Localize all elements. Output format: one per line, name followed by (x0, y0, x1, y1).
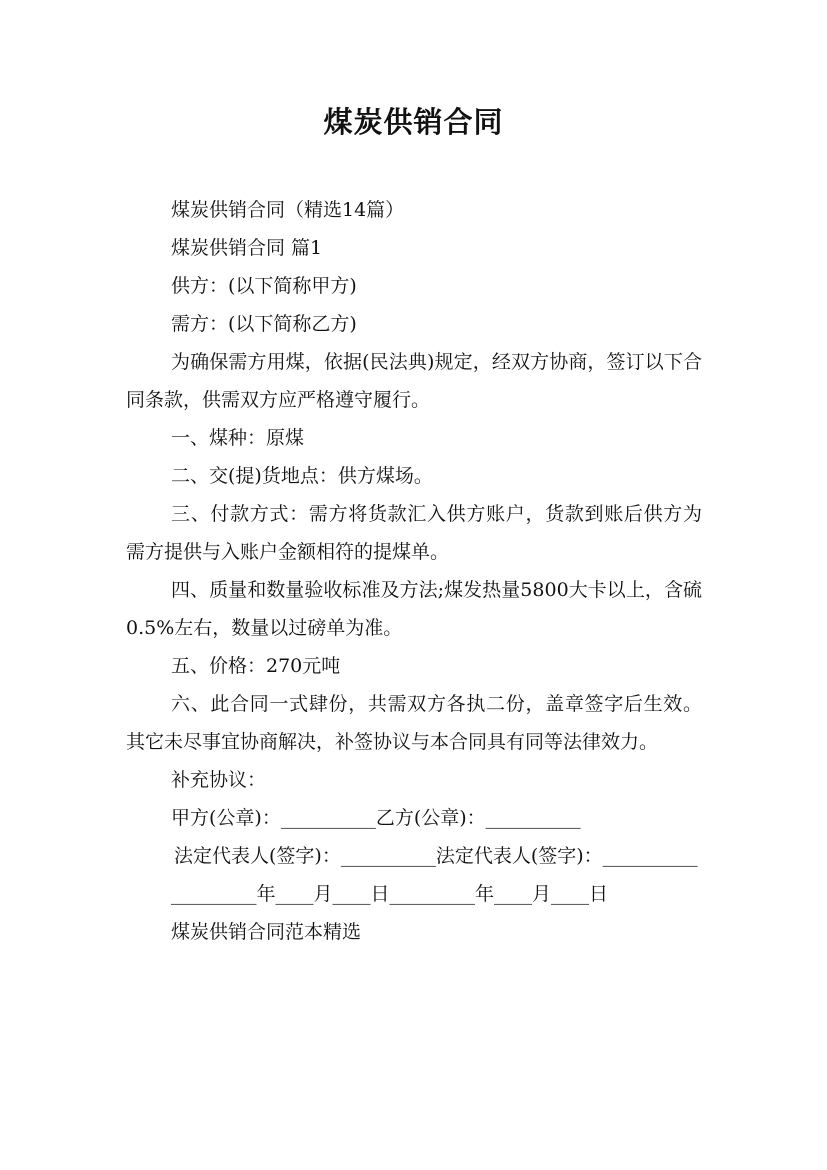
paragraph-clause-3: 三、付款方式：需方将货款汇入供方账户，货款到账后供方为需方提供与入账户金额相符的提煤单。 (126, 503, 702, 563)
paragraph-supplement-label: 补充协议： (171, 769, 267, 791)
paragraph-clause-6: 六、此合同一式肆份，共需双方各执二份，盖章签字后生效。其它未尽事宜协商解决，补签协议与本合同具有同等法律效力。 (126, 693, 702, 753)
paragraph-clause-1: 一、煤种：原煤 (171, 427, 305, 449)
paragraph-clause-5: 五、价格：270元吨 (171, 655, 341, 677)
paragraph-signature-line: 法定代表人(签字)：__________法定代表人(签字)：__________ (174, 845, 698, 867)
paragraph-supplier: 供方：(以下简称甲方) (171, 275, 357, 297)
paragraph-clause-4: 四、质量和数量验收标准及方法;煤发热量5800大卡以上，含硫0.5%左右，数量以过磅单为准。 (126, 579, 702, 639)
paragraph-section-heading: 煤炭供销合同 篇1 (171, 237, 323, 259)
paragraph-next-heading: 煤炭供销合同范本精选 (171, 921, 362, 943)
document-title: 煤炭供销合同 (323, 105, 504, 139)
paragraph-date-line: _________年____月____日_________年____月____日 (171, 883, 609, 905)
paragraph-clause-2: 二、交(提)货地点：供方煤场。 (171, 465, 433, 487)
paragraph-preamble: 为确保需方用煤，依据(民法典)规定，经双方协商，签订以下合同条款，供需双方应严格遵守履行。 (126, 351, 702, 411)
paragraph-buyer: 需方：(以下简称乙方) (171, 313, 357, 335)
document-body (126, 191, 702, 951)
paragraph-subtitle: 煤炭供销合同（精选14篇） (171, 199, 405, 221)
paragraph-seal-line: 甲方(公章)：__________乙方(公章)：__________ (171, 807, 581, 829)
